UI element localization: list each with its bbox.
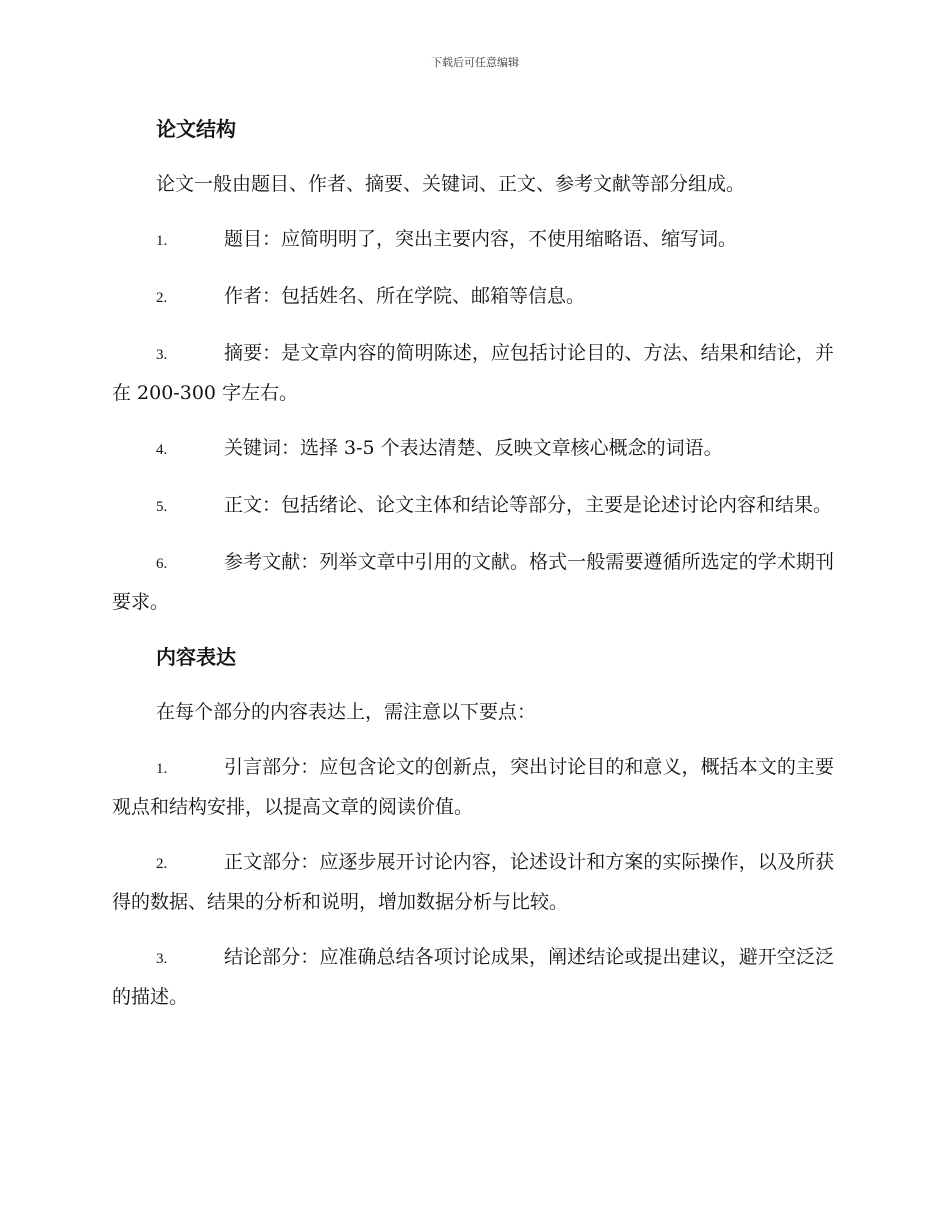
section-intro: 论文一般由题目、作者、摘要、关键词、正文、参考文献等部分组成。 [156,173,746,195]
document-body [112,110,834,1033]
section-content-expression [112,638,834,1016]
list-item-number: 1. [156,233,168,249]
list-item-number: 2. [156,856,168,872]
list-item-text: 正文部分：应逐步展开讨论内容，论述设计和方案的实际操作，以及所获得的数据、结果的分析和说明，增加数据分析与比较。 [112,851,834,913]
list-item-text: 参考文献：列举文章中引用的文献。格式一般需要遵循所选定的学术期刊要求。 [112,551,834,613]
list-item [112,938,834,1016]
list-item-text: 题目：应简明明了，突出主要内容，不使用缩略语、缩写词。 [224,228,738,250]
list-item-text: 关键词：选择 3-5 个表达清楚、反映文章核心概念的词语。 [224,437,723,459]
list-item-number: 2. [156,290,168,306]
list-item-text: 结论部分：应准确总结各项讨论成果，阐述结论或提出建议，避开空泛泛的描述。 [112,946,834,1008]
list-item [112,429,834,469]
list-item-number: 3. [156,347,168,363]
section-structure [112,110,834,621]
list-item-text: 引言部分：应包含论文的创新点，突出讨论目的和意义，概括本文的主要观点和结构安排，以提高文章的阅读价值。 [112,756,834,818]
list-item-text: 正文：包括绪论、论文主体和结论等部分，主要是论述讨论内容和结果。 [224,494,833,516]
list-item-number: 1. [156,761,168,777]
list-item [112,277,834,317]
list-item-number: 5. [156,499,168,515]
list-item-number: 4. [156,442,168,458]
header-note: 下载后可任意编辑 [431,56,519,69]
list-item-number: 6. [156,556,168,572]
list-item [112,543,834,621]
list-item [112,486,834,526]
list-item-text: 作者：包括姓名、所在学院、邮箱等信息。 [224,285,586,307]
list-item [112,220,834,260]
section-heading: 论文结构 [156,117,236,141]
list-item [112,843,834,921]
section-heading: 内容表达 [156,645,236,669]
list-item [112,748,834,826]
list-item-text: 摘要：是文章内容的简明陈述，应包括讨论目的、方法、结果和结论，并在 200-300 字左右。 [112,342,834,404]
section-intro: 在每个部分的内容表达上，需注意以下要点： [156,701,537,723]
list-item-number: 3. [156,951,168,967]
list-item [112,334,834,412]
